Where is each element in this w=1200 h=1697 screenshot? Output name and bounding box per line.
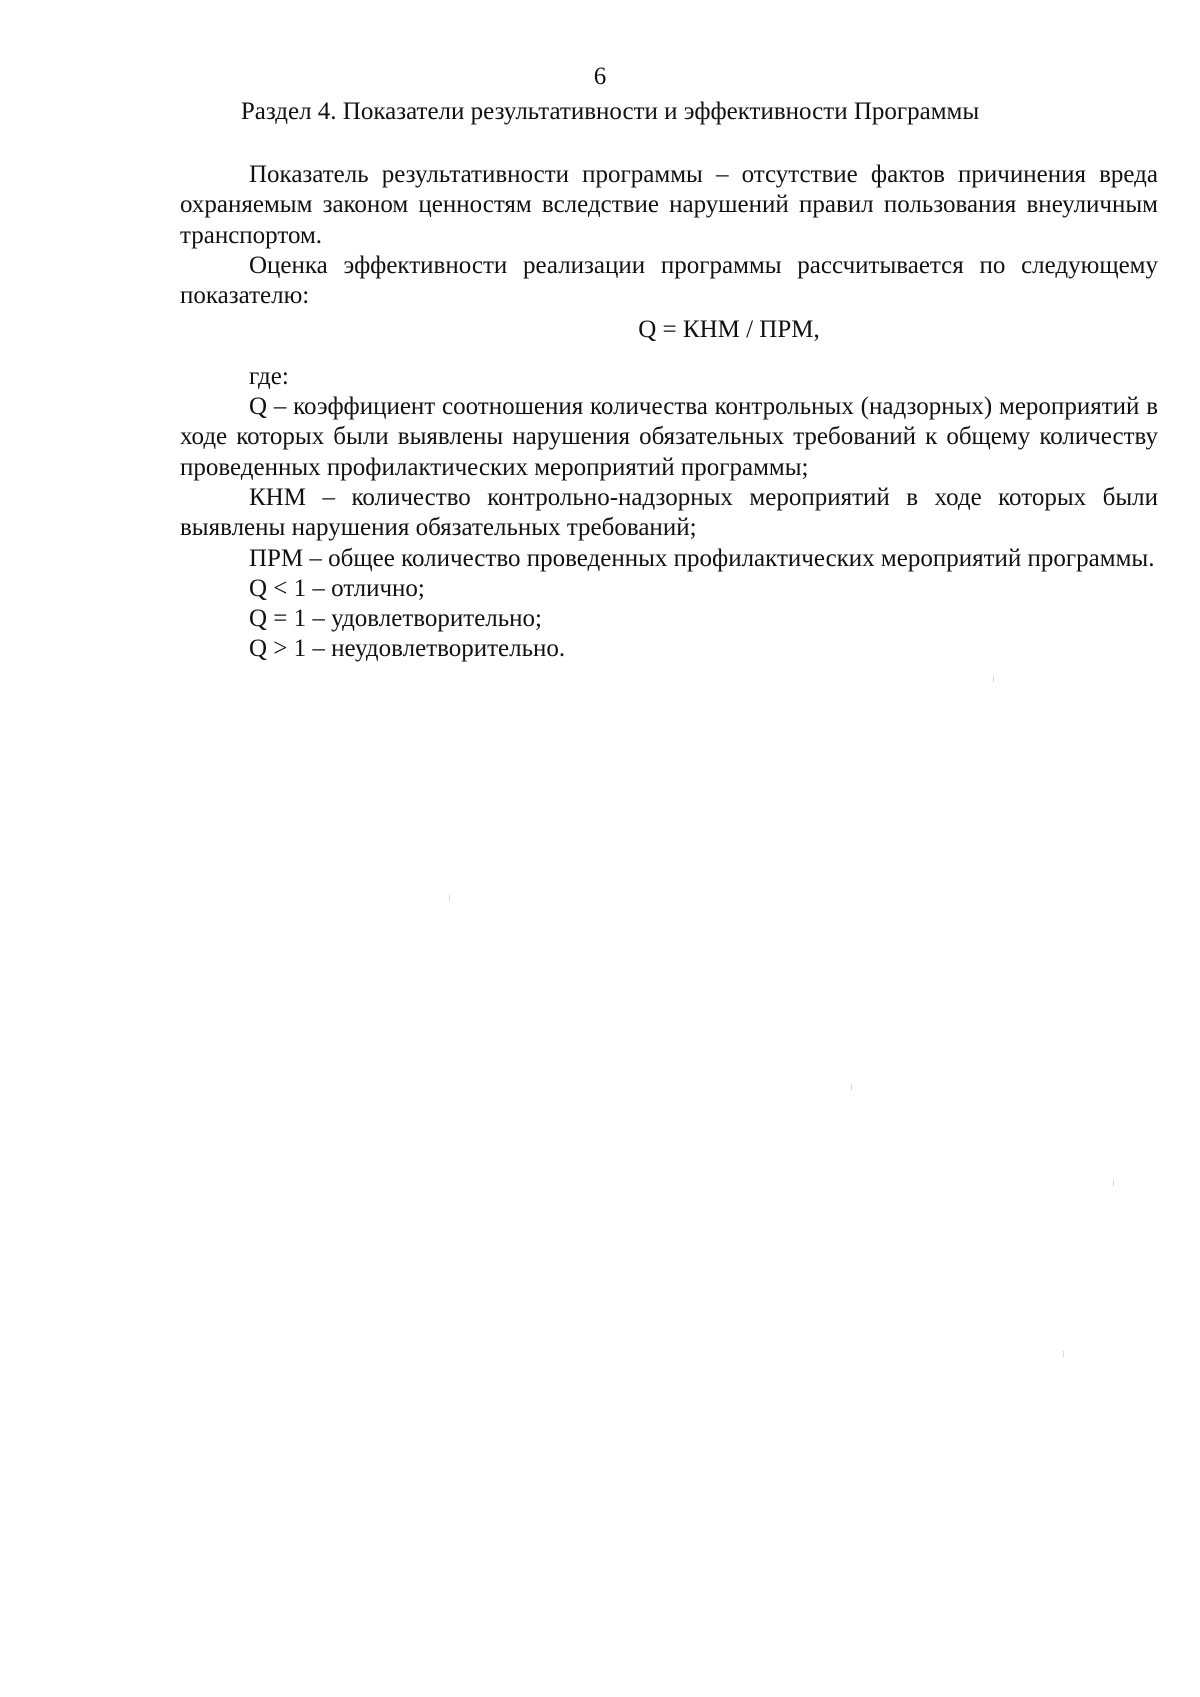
definition-knm: КНМ – количество контрольно-надзорных мероприятий в ходе которых были выявлены нарушения обязательных требований; [180, 483, 1158, 542]
grade-unsatisfactory: Q > 1 – неудовлетворительно. [249, 635, 566, 663]
grade-satisfactory: Q = 1 – удовлетворительно; [249, 605, 543, 633]
page-number: 6 [593, 63, 607, 90]
scan-speck [1063, 1351, 1064, 1357]
where-label: где: [249, 362, 289, 390]
paragraph-indicator: Показатель результативности программы – отсутствие фактов причинения вреда охраняемым законом ценностям вследствие нарушений правил пользования внеуличным транспортом. [180, 161, 1158, 249]
section-title: Раздел 4. Показатели результативности и эффективности Программы [240, 98, 980, 125]
formula: Q = КНМ / ПРМ, [638, 316, 820, 344]
definition-q: Q – коэффициент соотношения количества контрольных (надзорных) мероприятий в ходе которых были выявлены нарушения обязательных требований к общему количеству проведенных профилактических мероприятий программы; [180, 393, 1158, 481]
scan-speck [993, 676, 994, 682]
paragraph-evaluation: Оценка эффективности реализации программы рассчитывается по следующему показателю: [180, 251, 1158, 310]
scan-speck [851, 1084, 852, 1090]
scan-speck [1113, 1180, 1114, 1186]
definition-prm: ПРМ – общее количество проведенных профилактических мероприятий программы. [249, 544, 1155, 572]
document-body [180, 160, 1158, 665]
scan-speck [449, 895, 450, 901]
grade-excellent: Q < 1 – отлично; [249, 574, 425, 602]
